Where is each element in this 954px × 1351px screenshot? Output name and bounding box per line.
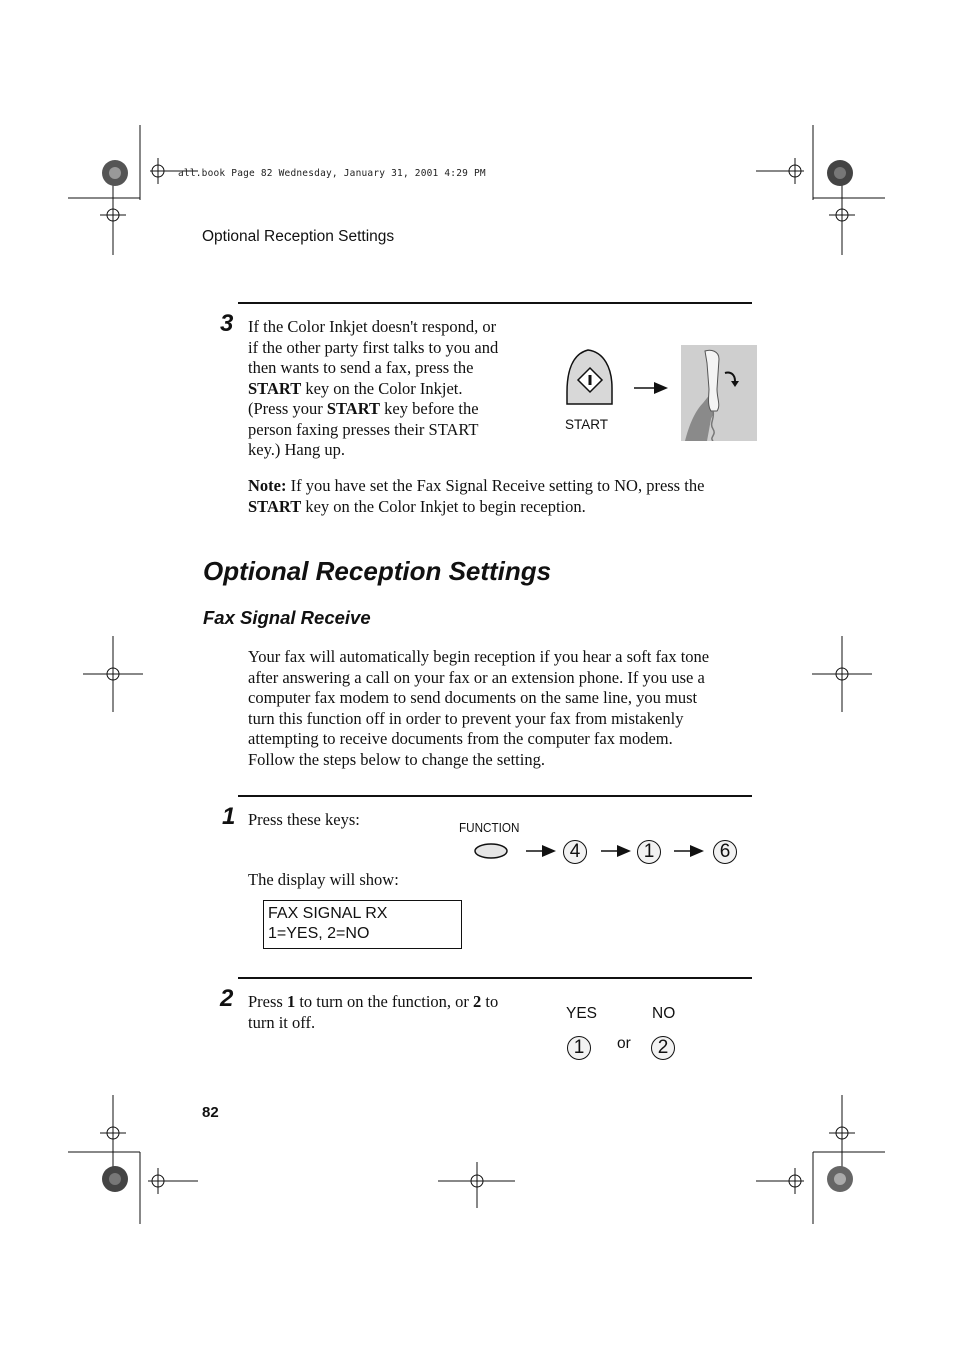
- step3-rule: [238, 302, 752, 304]
- function-key-icon: [473, 842, 509, 860]
- step1-number: 1: [222, 803, 236, 830]
- step1-rule: [238, 795, 752, 797]
- step3-line: (Press your START key before the: [248, 399, 479, 418]
- function-key-label: FUNCTION: [459, 820, 520, 835]
- start-key-ref: START: [248, 496, 302, 516]
- running-head: Optional Reception Settings: [202, 228, 395, 245]
- no-label: NO: [652, 1005, 676, 1022]
- step3-line: START key on the Color Inkjet.: [248, 378, 463, 398]
- arrow-right-icon: [601, 844, 633, 858]
- lcd-display: [263, 900, 462, 949]
- arrow-right-icon: [674, 844, 706, 858]
- step3-line: key.) Hang up.: [248, 440, 345, 459]
- print-stamp: all.book Page 82 Wednesday, January 31, 2001 4:29 PM: [178, 168, 486, 179]
- subsection-title: Fax Signal Receive: [203, 607, 371, 628]
- section-title: Optional Reception Settings: [203, 556, 552, 586]
- yes-label: YES: [566, 1005, 598, 1022]
- step2-number: 2: [220, 985, 234, 1012]
- lcd-line-2: 1=YES, 2=NO: [268, 924, 370, 942]
- display-text: The display will show:: [248, 870, 399, 889]
- arrow-right-icon: [526, 844, 558, 858]
- step3-text: [248, 317, 538, 461]
- start-key-label: START: [565, 417, 609, 432]
- keypad-2-icon: 2: [651, 1036, 675, 1060]
- keypad-4-icon: 4: [563, 840, 587, 864]
- keypad-1-icon: 1: [567, 1036, 591, 1060]
- lcd-line-1: FAX SIGNAL RX: [268, 905, 388, 922]
- start-key-ref: START: [248, 378, 302, 398]
- arrow-right-icon: [634, 381, 670, 395]
- start-key-ref: START: [326, 399, 381, 418]
- start-key-icon: [564, 348, 616, 410]
- step2-text: Press 1 to turn on the function, or 2 to turn it off.: [248, 992, 499, 1032]
- step3-line: If the Color Inkjet doesn't respond, or: [248, 317, 497, 336]
- keypad-1-icon: 1: [637, 840, 661, 864]
- step3-line: person faxing presses their START: [248, 419, 479, 439]
- step2-rule: [238, 977, 752, 979]
- intro-paragraph: Your fax will automatically begin reception if you hear a soft fax tone after answering a call on your fax or an extension phone. If you use a computer fax modem to send documents on the same line, you must turn this function off in order to prevent your fax from mistakenly attempting to receive documents from the computer fax modem. Follow the steps below to change the setting.: [248, 647, 710, 769]
- or-label: or: [617, 1035, 631, 1052]
- step3-line: then wants to send a fax, press the: [248, 358, 474, 377]
- note-label: Note:: [248, 476, 287, 495]
- step1-text: Press these keys:: [248, 810, 360, 829]
- keypad-6-icon: 6: [713, 840, 737, 864]
- step3-number: 3: [220, 310, 234, 337]
- note: Note: If you have set the Fax Signal Receive setting to NO, press the START key on the Color Inkjet to begin reception.: [248, 476, 705, 516]
- page-number: 82: [202, 1104, 219, 1121]
- step3-line: if the other party first talks to you and: [248, 337, 499, 357]
- hang-up-handset-icon: [681, 345, 757, 441]
